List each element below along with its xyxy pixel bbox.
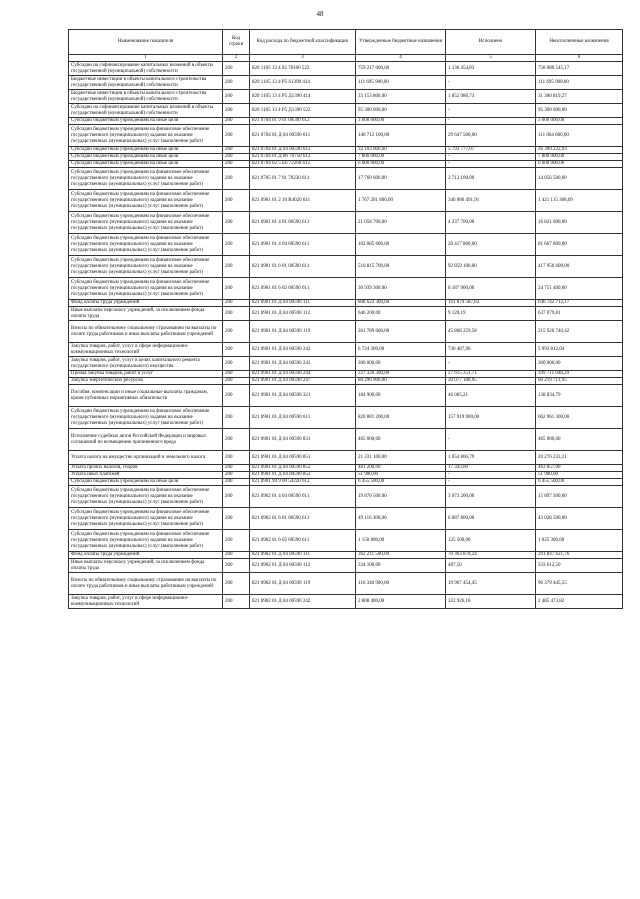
row-executed: 92 859 100,00 [446, 256, 536, 278]
row-executed: 17 343,00 [446, 465, 536, 472]
row-unexecuted: 26 309 222,93 [536, 147, 623, 154]
row-name: Субсидии бюджетным учреждениям на финансовое обеспечение государственного (муниципального) задания на оказание государственных (муниципальных) услуг (выполнение работ) [69, 256, 223, 278]
row-code: 200 [223, 429, 250, 451]
table-row [69, 147, 623, 154]
row-classification: 821 0902 01 Д 04 00590 242 [250, 595, 356, 609]
row-executed: 125 500,00 [446, 530, 536, 552]
row-executed: - [446, 357, 536, 371]
row-classification: 821 0901 01 Д 04 00590 119 [250, 321, 356, 343]
row-approved: 2 808 400,00 [356, 595, 446, 609]
row-unexecuted: 15 897 300,00 [536, 486, 623, 508]
row-executed: 1 136 454,83 [446, 62, 536, 76]
row-name: Фонд оплаты труда учреждений [69, 300, 223, 307]
row-approved: 80 296 900,00 [356, 378, 446, 385]
row-code: 200 [223, 104, 250, 118]
table-row [69, 472, 623, 479]
row-code: 200 [223, 508, 250, 530]
row-name: Субсидии бюджетным учреждениям на финансовое обеспечение государственного (муниципального) задания на оказание государственных (муниципальных) услуг (выполнение работ) [69, 508, 223, 530]
table-row [69, 479, 623, 486]
row-executed: 3 973 200,00 [446, 486, 536, 508]
table-row [69, 154, 623, 161]
row-classification: 821 0901 01 2 10 R4020 611 [250, 190, 356, 212]
row-classification: 821 0901 01 Д 04 00590 831 [250, 429, 356, 451]
row-code: 200 [223, 371, 250, 378]
row-name: Субсидии бюджетным учреждениям на иные цели [69, 479, 223, 486]
row-executed: - [446, 472, 536, 479]
header-class: Код расхода по бюджетной классификации [250, 30, 356, 55]
header-code: Код строки [223, 30, 250, 55]
row-approved: 481 200,00 [356, 465, 446, 472]
row-classification: 821 0704 01 9 01 00590 612 [250, 118, 356, 125]
row-executed: 29 647 500,00 [446, 125, 536, 147]
row-executed: 1 852 980,73 [446, 90, 536, 104]
row-classification: 821 0704 01 Д 06 70750 612 [250, 154, 356, 161]
row-approved: 7 800 000,00 [356, 154, 446, 161]
row-unexecuted: 60 219 711,95 [536, 378, 623, 385]
table-row [69, 451, 623, 465]
row-code: 200 [223, 147, 250, 154]
table-row [69, 508, 623, 530]
row-classification: 821 0902 01 Д 04 00590 111 [250, 552, 356, 559]
row-code: 200 [223, 573, 250, 595]
row-code: 200 [223, 378, 250, 385]
row-code: 200 [223, 357, 250, 371]
row-name: Закупка товаров, работ, услуг в целях капитального ремонта государственного (муниципального) имущества [69, 357, 223, 371]
row-code: 200 [223, 321, 250, 343]
col-number: 6 [536, 55, 623, 62]
row-unexecuted: 6 000 000,00 [536, 161, 623, 168]
row-unexecuted: 31 300 819,27 [536, 90, 623, 104]
row-classification: 821 0901 01 Д 04 00590 244 [250, 371, 356, 378]
row-classification: 821 0902 01 Д 04 00590 119 [250, 573, 356, 595]
row-code: 200 [223, 465, 250, 472]
row-classification: 821 0704 01 Д 04 00590 611 [250, 125, 356, 147]
row-name: Иные выплаты персоналу учреждений, за исключением фонда оплаты труда [69, 559, 223, 573]
row-name: Субсидии бюджетным учреждениям на иные цели [69, 161, 223, 168]
row-unexecuted: 1 025 300,00 [536, 530, 623, 552]
row-classification: 821 0704 01 Д 04 00590 612 [250, 147, 356, 154]
row-classification: 821 0901 01 Д 04 00590 112 [250, 307, 356, 321]
row-name: Субсидии бюджетным учреждениям на финансовое обеспечение государственного (муниципального) задания на оказание государственных (муниципальных) услуг (выполнение работ) [69, 168, 223, 190]
row-name: Взносы по обязательному социальному страхованию на выплаты по оплате труда работников и иные выплаты работникам учреждений [69, 321, 223, 343]
table-row [69, 371, 623, 378]
row-classification: 820 1105 13 4 P5 S1390 414 [250, 76, 356, 90]
row-unexecuted: 111 695 900,00 [536, 76, 623, 90]
row-unexecuted: 417 956 600,00 [536, 256, 623, 278]
table-row [69, 573, 623, 595]
table-row [69, 530, 623, 552]
row-classification: 821 0902 01 Д 04 00590 112 [250, 559, 356, 573]
row-name: Исполнение судебных актов Российской Федерации и мировых соглашений по возмещению причиненного вреда [69, 429, 223, 451]
row-approved: 300 000,00 [356, 357, 446, 371]
table-row [69, 125, 623, 147]
row-executed: 20 077 188,05 [446, 378, 536, 385]
row-name: Субсидии бюджетным учреждениям на финансовое обеспечение государственного (муниципального) задания на оказание государственных (муниципальных) услуг (выполнение работ) [69, 530, 223, 552]
table-row [69, 357, 623, 371]
col-number: 4 [356, 55, 446, 62]
row-name: Бюджетные инвестиции в объекты капитального строительства государственной (муниципальной) собственности [69, 76, 223, 90]
row-unexecuted: 111 064 600,00 [536, 125, 623, 147]
row-executed: 20 417 800,00 [446, 234, 536, 256]
row-code: 200 [223, 76, 250, 90]
row-name: Прочая закупка товаров, работ и услуг [69, 371, 223, 378]
row-unexecuted: 24 751 400,00 [536, 278, 623, 300]
row-approved: 33 153 800,00 [356, 90, 446, 104]
row-classification: 820 1105 13 4 P5 Д1390 522 [250, 104, 356, 118]
row-name: Субсидии бюджетным учреждениям на иные цели [69, 147, 223, 154]
row-unexecuted: 20 276 233,21 [536, 451, 623, 465]
row-approved: 21 058 700,00 [356, 212, 446, 234]
row-approved: 116 346 900,00 [356, 573, 446, 595]
row-classification: 821 0901 01 Д 04 00590 247 [250, 378, 356, 385]
row-name: Закупка товаров, работ, услуг в сфере информационно-коммуникационных технологий [69, 343, 223, 357]
row-executed: 19 967 454,45 [446, 573, 536, 595]
table-row [69, 190, 623, 212]
row-approved: 140 712 100,00 [356, 125, 446, 147]
row-approved: 111 695 900,00 [356, 76, 446, 90]
table-row [69, 465, 623, 472]
row-unexecuted: 7 800 000,00 [536, 154, 623, 161]
row-classification: 821 0901 01 Д 04 00590 321 [250, 385, 356, 407]
row-name: Субсидии бюджетным учреждениям на финансовое обеспечение государственного (муниципального) задания на оказание государственных (муниципальных) услуг (выполнение работ) [69, 407, 223, 429]
row-approved: 102 085 600,00 [356, 234, 446, 256]
row-classification: 821 0901 01 4 04 00590 611 [250, 234, 356, 256]
row-name: Субсидии на софинансирование капитальных вложений в объекты государственной (муниципальной) собственности [69, 104, 223, 118]
row-unexecuted: 463 857,00 [536, 465, 623, 472]
row-executed: 730 487,96 [446, 343, 536, 357]
row-code: 200 [223, 385, 250, 407]
row-name: Субсидии бюджетным учреждениям на финансовое обеспечение государственного (муниципального) задания на оказание государственных (муниципальных) услуг (выполнение работ) [69, 190, 223, 212]
row-classification: 821 0901 99 9 00 54220 612 [250, 479, 356, 486]
header-approved: Утвержденные бюджетные назначения [356, 30, 446, 55]
row-approved: 1 767 201 800,00 [356, 190, 446, 212]
row-executed: 346 086 491,91 [446, 190, 536, 212]
row-classification: 821 0901 01 Д 04 00590 242 [250, 343, 356, 357]
row-approved: 759 217 000,00 [356, 62, 446, 76]
row-code: 200 [223, 256, 250, 278]
row-approved: 362 211 500,00 [356, 552, 446, 559]
row-code: 200 [223, 307, 250, 321]
row-executed: 5 793 777,07 [446, 147, 536, 154]
row-code: 200 [223, 125, 250, 147]
row-name: Субсидии бюджетным учреждениям на финансовое обеспечение государственного (муниципального) задания на оказание государственных (муниципальных) услуг (выполнение работ) [69, 125, 223, 147]
row-name: Иные выплаты персоналу учреждений, за исключением фонда оплаты труда [69, 307, 223, 321]
row-executed: 1 054 866,79 [446, 451, 536, 465]
row-name: Уплата иных платежей [69, 472, 223, 479]
row-unexecuted: 2 485 473,82 [536, 595, 623, 609]
row-code: 200 [223, 552, 250, 559]
row-unexecuted: 199 711 048,29 [536, 371, 623, 378]
table-row [69, 168, 623, 190]
row-approved: 261 789 000,00 [356, 321, 446, 343]
row-approved: 334 100,00 [356, 559, 446, 573]
row-code: 200 [223, 161, 250, 168]
row-name: Субсидии бюджетным учреждениям на финансовое обеспечение государственного (муниципального) задания на оказание государственных (муниципальных) услуг (выполнение работ) [69, 234, 223, 256]
table-row [69, 378, 623, 385]
row-classification: 821 0901 01 Д 04 00590 853 [250, 472, 356, 479]
table-row [69, 595, 623, 609]
row-code: 200 [223, 118, 250, 125]
row-code: 200 [223, 343, 250, 357]
row-executed: 487,50 [446, 559, 536, 573]
row-unexecuted: 465 000,00 [536, 429, 623, 451]
row-executed: 70 363 878,24 [446, 552, 536, 559]
row-name: Субсидии бюджетным учреждениям на финансовое обеспечение государственного (муниципального) задания на оказание государственных (муниципальных) услуг (выполнение работ) [69, 486, 223, 508]
row-approved: 646 200,00 [356, 307, 446, 321]
table-row [69, 343, 623, 357]
row-approved: 17 769 600,00 [356, 168, 446, 190]
row-code: 200 [223, 62, 250, 76]
row-unexecuted: 95 300 000,00 [536, 104, 623, 118]
table-row [69, 118, 623, 125]
row-unexecuted: 6 455 500,00 [536, 479, 623, 486]
row-approved: 6 724 300,00 [356, 343, 446, 357]
row-code: 200 [223, 472, 250, 479]
row-code: 200 [223, 90, 250, 104]
row-approved: 1 150 800,00 [356, 530, 446, 552]
row-executed: - [446, 479, 536, 486]
row-name: Закупка товаров, работ, услуг в сфере информационно-коммуникационных технологий [69, 595, 223, 609]
row-approved: 510 815 700,00 [356, 256, 446, 278]
row-classification: 821 0901 01 Д 04 00590 243 [250, 357, 356, 371]
table-row [69, 407, 623, 429]
row-executed: - [446, 161, 536, 168]
row-classification: 821 0901 01 6 02 00590 611 [250, 278, 356, 300]
table-row [69, 552, 623, 559]
table-row [69, 161, 623, 168]
table-row [69, 300, 623, 307]
row-classification: 821 0705 01 7 01 70230 611 [250, 168, 356, 190]
row-unexecuted: 43 028 500,00 [536, 508, 623, 530]
row-classification: 821 0901 01 4 01 00590 611 [250, 212, 356, 234]
row-classification: 820 1105 13 4 02 78100 522 [250, 62, 356, 76]
row-name: Субсидии на софинансирование капитальных вложений в объекты государственной (муниципальной) собственности [69, 62, 223, 76]
row-approved: 95 300 000,00 [356, 104, 446, 118]
row-name: Взносы по обязательному социальному страхованию на выплаты по оплате труда работников и иные выплаты работникам учреждений [69, 573, 223, 595]
row-executed: - [446, 429, 536, 451]
table-row [69, 321, 623, 343]
table-row [69, 278, 623, 300]
row-classification: 821 0704 02 5 E6 72260 612 [250, 161, 356, 168]
row-approved: 184 900,00 [356, 385, 446, 407]
row-name: Бюджетные инвестиции в объекты капитального строительства государственной (муниципальной) собственности [69, 90, 223, 104]
row-classification: 821 0902 01 4 04 00590 611 [250, 486, 356, 508]
row-classification: 821 0901 01 Д 04 00590 851 [250, 451, 356, 465]
header-row [69, 30, 623, 55]
row-approved: 820 881 200,00 [356, 407, 446, 429]
row-classification: 821 0902 01 6 02 00590 611 [250, 530, 356, 552]
row-name: Фонд оплаты труда учреждений [69, 552, 223, 559]
row-executed: 6 187 900,00 [446, 278, 536, 300]
row-code: 200 [223, 168, 250, 190]
table-row [69, 62, 623, 76]
row-unexecuted: 51 900,00 [536, 472, 623, 479]
row-name: Пособия, компенсации и иные социальные выплаты гражданам, кроме публичных нормативных обязательств [69, 385, 223, 407]
table-row [69, 104, 623, 118]
row-code: 200 [223, 212, 250, 234]
table-row [69, 76, 623, 90]
row-code: 200 [223, 486, 250, 508]
row-unexecuted: 138 834,79 [536, 385, 623, 407]
budget-table [68, 29, 623, 609]
row-unexecuted: 300 000,00 [536, 357, 623, 371]
row-classification: 821 0901 01 Д 04 00590 611 [250, 407, 356, 429]
row-executed: - [446, 118, 536, 125]
row-unexecuted: 662 961 300,00 [536, 407, 623, 429]
row-code: 200 [223, 530, 250, 552]
row-unexecuted: 1 421 115 308,09 [536, 190, 623, 212]
row-executed: 4 237 700,00 [446, 212, 536, 234]
row-code: 200 [223, 559, 250, 573]
table-row [69, 90, 623, 104]
table-row [69, 256, 623, 278]
row-name: Субсидии бюджетным учреждениям на иные цели [69, 154, 223, 161]
row-unexecuted: 291 847 621,76 [536, 552, 623, 559]
col-number: 2 [223, 55, 250, 62]
table-row [69, 486, 623, 508]
row-unexecuted: 5 993 812,04 [536, 343, 623, 357]
row-unexecuted: 14 056 500,00 [536, 168, 623, 190]
row-unexecuted: 3 000 000,00 [536, 118, 623, 125]
row-code: 200 [223, 154, 250, 161]
row-name: Субсидии бюджетным учреждениям на иные цели [69, 118, 223, 125]
row-approved: 51 900,00 [356, 472, 446, 479]
row-executed: 46 065,21 [446, 385, 536, 407]
row-classification: 821 0901 01 Д 04 00590 111 [250, 300, 356, 307]
row-approved: 6 000 000,00 [356, 161, 446, 168]
row-name: Субсидии бюджетным учреждениям на финансовое обеспечение государственного (муниципального) задания на оказание государственных (муниципальных) услуг (выполнение работ) [69, 212, 223, 234]
row-classification: 820 1105 13 4 P5 Д1390 414 [250, 90, 356, 104]
row-approved: 21 331 100,00 [356, 451, 446, 465]
row-name: Субсидии бюджетным учреждениям на финансовое обеспечение государственного (муниципального) задания на оказание государственных (муниципальных) услуг (выполнение работ) [69, 278, 223, 300]
row-unexecuted: 81 667 800,00 [536, 234, 623, 256]
row-approved: 19 870 500,00 [356, 486, 446, 508]
header-unexecuted: Неисполненные назначения [536, 30, 623, 55]
row-code: 200 [223, 190, 250, 212]
col-number: 3 [250, 55, 356, 62]
row-executed: 9 120,19 [446, 307, 536, 321]
row-executed: - [446, 154, 536, 161]
row-executed: - [446, 76, 536, 90]
page-number: 48 [316, 10, 324, 18]
row-executed: 27 615 251,71 [446, 371, 536, 378]
row-code: 200 [223, 300, 250, 307]
row-classification: 821 0901 01 Д 04 00590 852 [250, 465, 356, 472]
row-approved: 32 103 000,00 [356, 147, 446, 154]
row-unexecuted: 637 079,81 [536, 307, 623, 321]
row-approved: 49 116 300,00 [356, 508, 446, 530]
header-executed: Исполнено [446, 30, 536, 55]
row-unexecuted: 96 379 445,55 [536, 573, 623, 595]
table-row [69, 307, 623, 321]
row-code: 200 [223, 595, 250, 609]
row-approved: 227 326 300,00 [356, 371, 446, 378]
row-code: 200 [223, 479, 250, 486]
row-unexecuted: 646 742 712,17 [536, 300, 623, 307]
row-classification: 821 0901 01 6 01 00590 611 [250, 256, 356, 278]
row-executed: 45 868 259,58 [446, 321, 536, 343]
row-executed: 322 926,18 [446, 595, 536, 609]
row-code: 200 [223, 234, 250, 256]
table-row [69, 429, 623, 451]
row-classification: 821 0902 01 6 01 00590 611 [250, 508, 356, 530]
row-unexecuted: 16 821 000,00 [536, 212, 623, 234]
row-approved: 465 000,00 [356, 429, 446, 451]
table-row [69, 234, 623, 256]
row-approved: 6 455 500,00 [356, 479, 446, 486]
row-approved: 3 000 000,00 [356, 118, 446, 125]
row-executed: 157 919 900,00 [446, 407, 536, 429]
row-executed: - [446, 104, 536, 118]
row-code: 200 [223, 451, 250, 465]
row-unexecuted: 758 080 545,17 [536, 62, 623, 76]
col-number: 5 [446, 55, 536, 62]
table-row [69, 212, 623, 234]
row-executed: 3 713 100,00 [446, 168, 536, 190]
row-name: Закупка энергетических ресурсов [69, 378, 223, 385]
row-code: 200 [223, 278, 250, 300]
row-name: Уплата прочих налогов, сборов [69, 465, 223, 472]
row-unexecuted: 333 612,50 [536, 559, 623, 573]
table-row [69, 385, 623, 407]
row-name: Уплата налога на имущество организаций и земельного налога [69, 451, 223, 465]
column-number-row [69, 55, 623, 62]
row-executed: 6 087 800,00 [446, 508, 536, 530]
table-row [69, 559, 623, 573]
row-code: 200 [223, 407, 250, 429]
row-unexecuted: 215 920 740,42 [536, 321, 623, 343]
header-name: Наименование показателя [69, 30, 223, 55]
row-approved: 30 939 300,00 [356, 278, 446, 300]
col-number: 1 [69, 55, 223, 62]
row-approved: 808 622 300,00 [356, 300, 446, 307]
row-executed: 161 879 587,83 [446, 300, 536, 307]
